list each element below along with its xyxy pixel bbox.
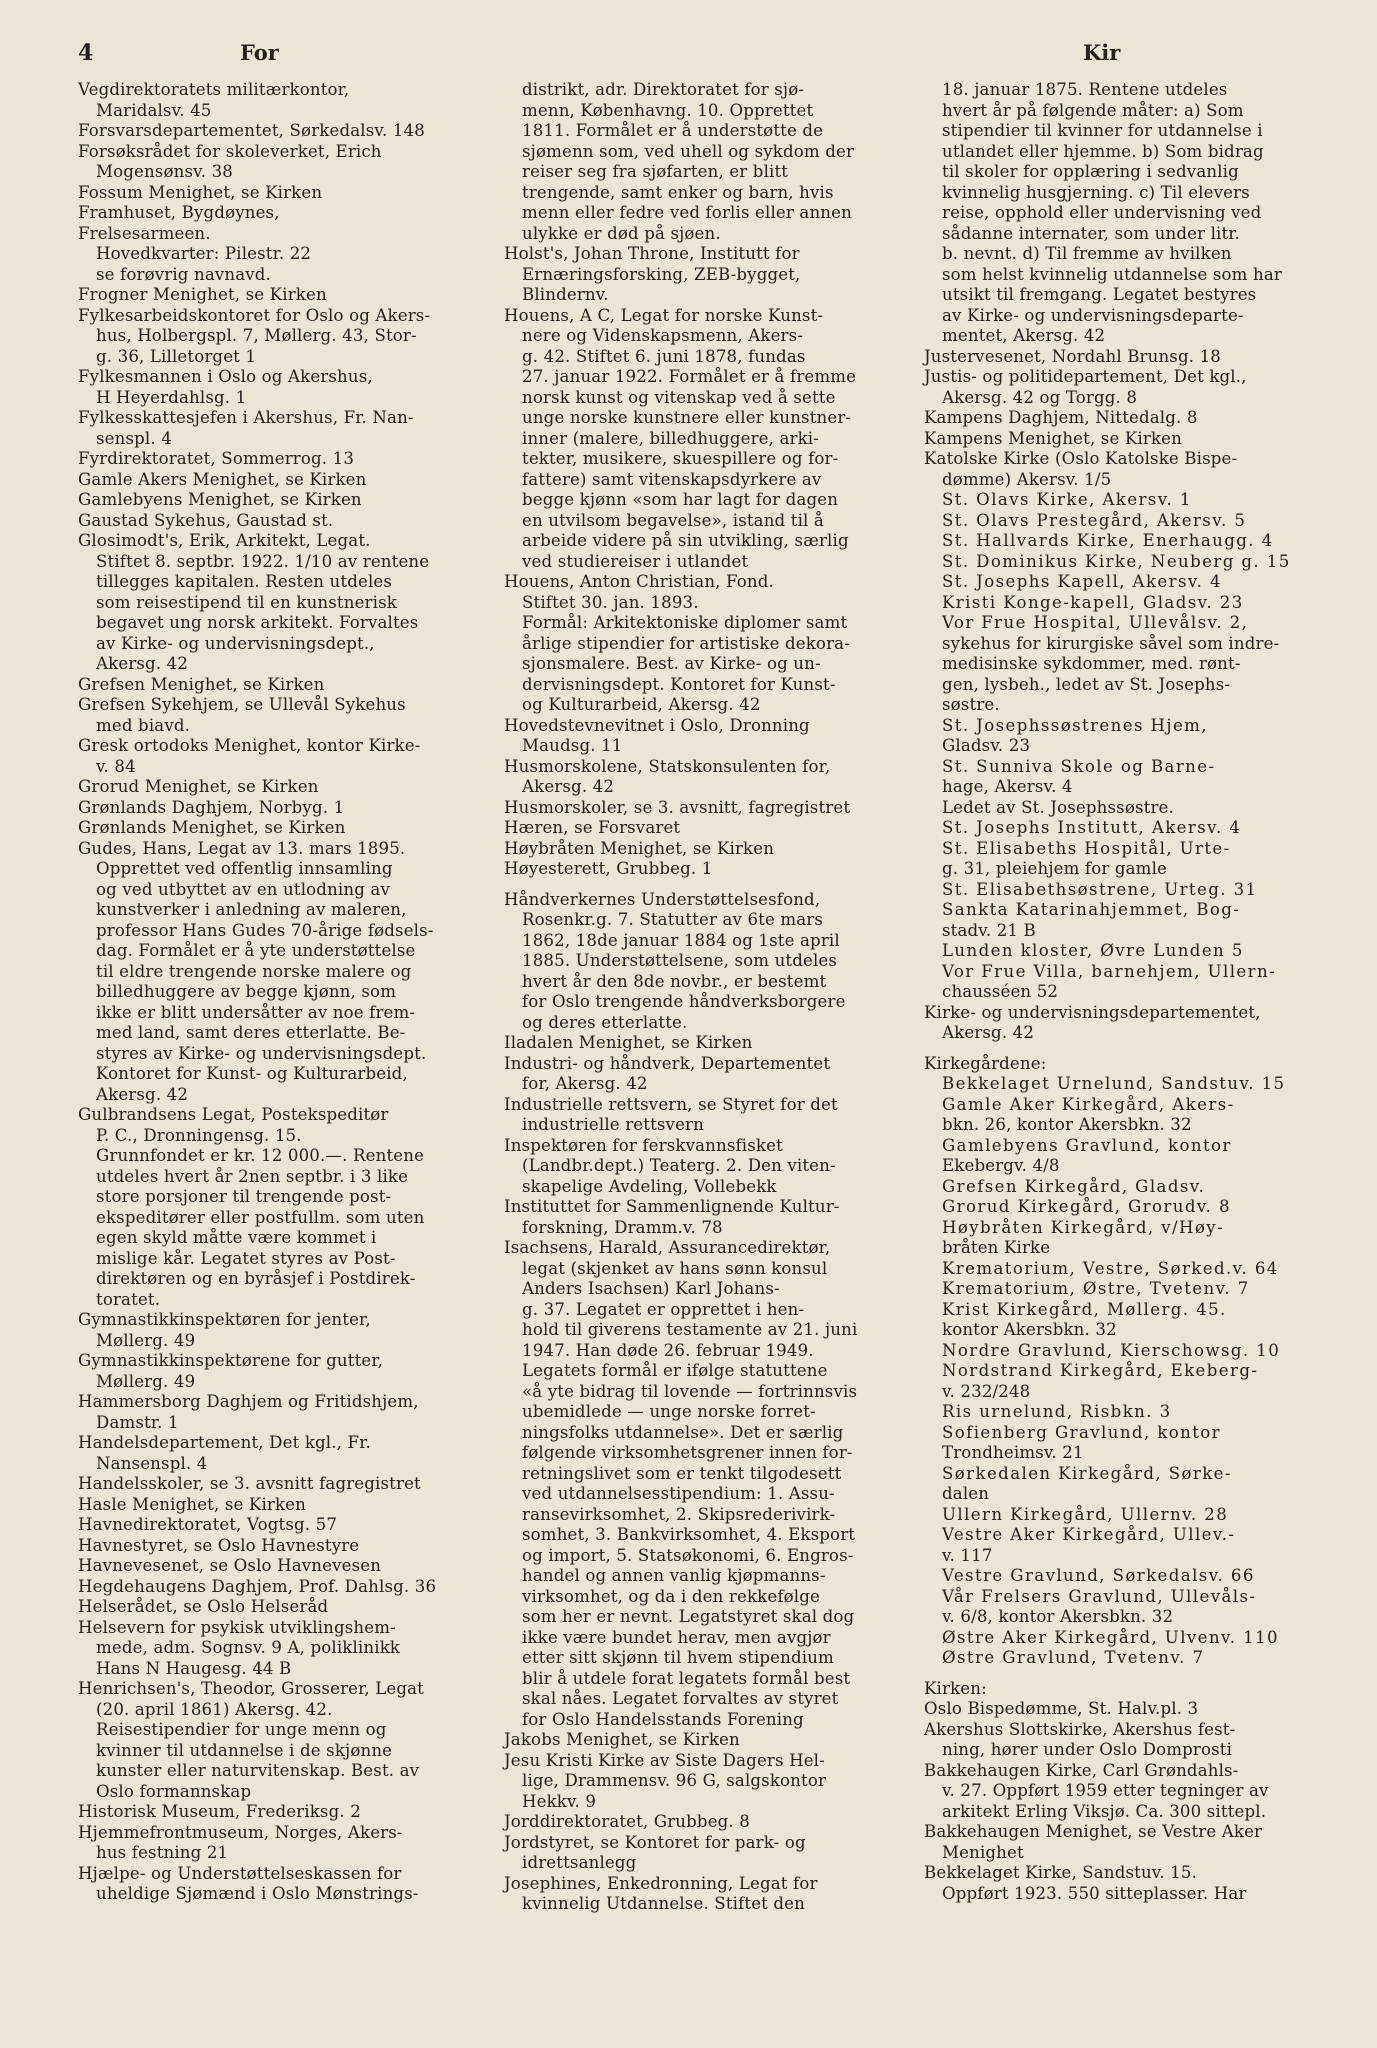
entry-continuation-line: Maudsg. 11 [522,736,623,755]
entry-continuation-line: Vor Frue Hospital, Ullevålsv. 2, [942,613,1249,632]
entry-continuation-line: Akersg. 42 [96,654,189,673]
entry-continuation-line: Grunnfondet er kr. 12 000.—. Rentene [96,1146,425,1165]
entry-continuation-line: som reisestipend til en kunstnerisk [96,592,397,612]
entry-continuation-line: av Kirke- og undervisningsdeparte- [942,305,1244,325]
entry-line: Frogner Menighet, se Kirken [78,285,327,304]
entry-continuation-line: St. Josephs Kapell, Akersv. 4 [942,572,1222,591]
entry-line: Kampens Daghjem, Nittedalg. 8 [924,408,1198,427]
entry-line: Industrielle rettsvern, se Styret for det [504,1094,838,1114]
entry-continuation-line: Lunden kloster, Øvre Lunden 5 [942,941,1244,960]
entry-continuation-line: hvert år på følgende måter: a) Som [942,100,1244,120]
entry-continuation-line: St. Josephs Institutt, Akersv. 4 [942,818,1242,837]
entry-continuation-line: norsk kunst og vitenskap ved å sette [522,387,836,407]
entry-continuation-line: menn, Københavng. 10. Opprettet [522,100,814,120]
entry-continuation-line: handel og annen vanlig kjøpmanns- [522,1566,826,1585]
entry-line: Instituttet for Sammenlignende Kultur- [504,1197,840,1216]
entry-continuation-line: 1885. Understøttelsene, som utdeles [522,951,838,970]
entry-continuation-line: b. nevnt. d) Til fremme av hvilken [942,244,1232,263]
entry-continuation-line: forskning, Dramm.v. 78 [522,1217,723,1237]
entry-continuation-line: Vor Frue Villa, barnehjem, Ullern- [942,961,1277,981]
entry-continuation-line: Grefsen Kirkegård, Gladsv. [942,1176,1206,1196]
entry-line: Grønlands Menighet, se Kirken [78,818,346,837]
entry-line: Iladalen Menighet, se Kirken [504,1033,753,1052]
entry-continuation-line: g. 36, Lilletorget 1 [96,346,257,366]
entry-continuation-line: Oslo formannskap [96,1781,252,1801]
entry-continuation-line: en utvilsom begavelse», istand til å [522,510,824,530]
entry-continuation-line: St. Olavs Kirke, Akersv. 1 [942,490,1192,509]
entry-continuation-line: St. Elisabethsøstrene, Urteg. 31 [942,879,1258,899]
entry-line: Gamle Akers Menighet, se Kirken [78,469,367,489]
entry-line: Frelsesarmeen. [78,223,211,243]
entry-line: Jordstyret, se Kontoret for park- og [504,1832,806,1852]
entry-line: Fylkesskattesjefen i Akershus, Fr. Nan- [78,408,414,427]
entry-line: Kirken: [924,1678,987,1698]
entry-line: Hovedstevnevitnet i Oslo, Dronning [504,715,810,735]
entry-continuation-line: Menighet [942,1842,1024,1862]
entry-line: Grorud Menighet, se Kirken [78,777,319,796]
entry-continuation-line: bkn. 26, kontor Akersbkn. 32 [942,1115,1192,1134]
entry-continuation-line: billedhuggere av begge kjønn, som [96,982,397,1001]
entry-continuation-line: g. 31, pleiehjem for gamle [942,859,1167,878]
entry-line: Bekkelaget Kirke, Sandstuv. 15. [924,1863,1198,1882]
entry-continuation-line: Østre Aker Kirkegård, Ulvenv. 110 [942,1627,1280,1647]
entry-line: Justervesenet, Nordahl Brunsg. 18 [924,346,1222,366]
entry-continuation-line: (20. april 1861) Akersg. 42. [96,1699,333,1719]
entry-continuation-line: somhet, 3. Bankvirksomhet, 4. Eksport [522,1525,856,1544]
entry-line: Hammersborg Daghjem og Fritidshjem, [78,1392,419,1411]
entry-continuation-line: ning, hører under Oslo Domprosti [942,1740,1233,1759]
entry-continuation-line: og deres etterlatte. [522,1012,688,1032]
entry-continuation-line: Vestre Aker Kirkegård, Ullev.- [942,1525,1236,1544]
entry-continuation-line: Krematorium, Vestre, Sørked.v. 64 [942,1258,1279,1278]
entry-continuation-line: dervisningsdept. Kontoret for Kunst- [522,674,836,694]
entry-continuation-line: trengende, samt enker og barn, hvis [522,182,834,202]
entry-continuation-line: uheldige Sjømænd i Oslo Mønstrings- [96,1884,419,1903]
entry-continuation-line: distrikt, adr. Direktoratet for sjø- [522,80,805,99]
entry-continuation-line: St. Josephssøstrenes Hjem, [942,715,1208,735]
entry-continuation-line: kontor Akersbkn. 32 [942,1320,1117,1339]
entry-continuation-line: Kontoret for Kunst- og Kulturarbeid, [96,1064,408,1083]
entry-continuation-line: v. 84 [96,756,136,776]
entry-continuation-line: Gamle Aker Kirkegård, Akers- [942,1094,1235,1114]
entry-continuation-line: som helst kvinnelig utdannelse som har [942,264,1282,284]
entry-line: Akershus Slottskirke, Akershus fest- [924,1719,1236,1739]
entry-continuation-line: Maridalsv. 45 [96,100,212,120]
column-1 [78,80,498,1905]
entry-continuation-line: hus, Holbergspl. 7, Møllerg. 43, Stor- [96,326,417,345]
entry-line: Havnevesenet, se Oslo Havnevesen [78,1556,382,1575]
entry-continuation-line: Trondheimsv. 21 [942,1443,1084,1462]
entry-continuation-line: Sørkedalen Kirkegård, Sørke- [942,1463,1232,1483]
entry-continuation-line: mislige kår. Legatet styres av Post- [96,1248,396,1268]
entry-continuation-line: stadv. 21 B [942,920,1036,940]
entry-continuation-line: av Kirke- og undervisningsdept., [96,633,375,653]
entry-continuation-line: Ledet av St. Josephssøstre. [942,797,1174,817]
entry-continuation-line: St. Elisabeths Hospitål, Urte- [942,838,1231,858]
entry-line: Katolske Kirke (Oslo Katolske Bispe- [924,449,1238,468]
entry-continuation-line: dalen [942,1484,990,1503]
entry-line: Høyesterett, Grubbeg. 1 [504,859,713,878]
entry-continuation-line: Nordre Gravlund, Kierschowsg. 10 [942,1340,1281,1360]
entry-continuation-line: stipendier til kvinner for utdannelse i [942,121,1263,140]
entry-continuation-line: egen skyld måtte være kommet i [96,1228,377,1247]
entry-continuation-line: Østre Gravlund, Tvetenv. 7 [942,1648,1205,1667]
entry-line: Gresk ortodoks Menighet, kontor Kirke- [78,736,421,755]
entry-continuation-line: unge norske kunstnere eller kunstner- [522,408,852,427]
entry-line: Justis- og politidepartement, Det kgl., [924,367,1247,386]
entry-line: Hegdehaugens Daghjem, Prof. Dahlsg. 36 [78,1576,437,1596]
entry-continuation-line: Stiftet 8. septbr. 1922. 1/10 av rentene [96,551,430,571]
entry-continuation-line: idrettsanlegg [522,1853,637,1872]
entry-line: Helserådet, se Oslo Helseråd [78,1597,329,1616]
entry-line: Houens, Anton Christian, Fond. [504,572,774,591]
entry-continuation-line: Blindernv. [522,285,609,304]
entry-continuation-line: arbeide videre på sin utvikling, særlig [522,531,849,550]
entry-line: Houens, A C, Legat for norske Kunst- [504,305,824,325]
entry-line: Vegdirektoratets militærkontor, [78,80,350,99]
entry-continuation-line: Oppført 1923. 550 sitteplasser. Har [942,1883,1247,1903]
entry-continuation-line: 18. januar 1875. Rentene utdeles [942,80,1228,99]
entry-continuation-line: Stiftet 30. jan. 1893. [522,592,699,612]
entry-continuation-line: Bekkelaget Urnelund, Sandstuv. 15 [942,1074,1286,1093]
entry-continuation-line: utsikt til fremgang. Legatet bestyres [942,285,1257,304]
entry-continuation-line: skapelige Avdeling, Vollebekk [522,1176,777,1196]
entry-continuation-line: ubemidlede — unge norske forret- [522,1402,816,1421]
entry-continuation-line: v. 117 [942,1545,993,1565]
entry-continuation-line: begge kjønn «som har lagt for dagen [522,490,839,509]
entry-continuation-line: Krematorium, Østre, Tvetenv. 7 [942,1279,1250,1298]
entry-line: Bakkehaugen Kirke, Carl Grøndahls- [924,1760,1239,1780]
entry-continuation-line: ikke er blitt undersåtter av noe frem- [96,1002,416,1022]
column-3 [924,80,1296,1904]
running-header [0,40,1377,76]
entry-continuation-line: v. 27. Oppført 1959 etter tegninger av [942,1781,1269,1800]
entry-line: Handelsdepartement, Det kgl., Fr. [78,1433,371,1452]
entry-line: Glosimodt's, Erik, Arkitekt, Legat. [78,531,371,550]
entry-continuation-line: industrielle rettsvern [522,1115,704,1134]
entry-line: Fossum Menighet, se Kirken [78,182,323,202]
entry-continuation-line: nere og Videnskapsmenn, Akers- [522,326,804,345]
entry-continuation-line: hold til giverens testamente av 21. juni [522,1320,858,1339]
entry-continuation-line: P. C., Dronningensg. 15. [96,1125,302,1145]
page-number: 4 [78,40,94,66]
entry-continuation-line: for Oslo trengende håndverksborgere [522,992,846,1011]
entry-continuation-line: hvert år den 8de novbr., er bestemt [522,971,827,991]
entry-line: Hæren, se Forsvaret [504,818,681,837]
entry-continuation-line: Akersg. 42 [522,777,615,796]
entry-continuation-line: Anders Isachsen) Karl Johans- [522,1279,780,1298]
entry-line: Kirkegårdene: [924,1053,1047,1073]
entry-continuation-line: Damstr. 1 [96,1412,179,1432]
entry-line: Helsevern for psykisk utviklingshem- [78,1617,396,1637]
entry-line: Isachsens, Harald, Assurancedirektør, [504,1238,831,1257]
entry-continuation-line: Hekkv. 9 [522,1791,597,1811]
entry-line: Bakkehaugen Menighet, se Vestre Aker [924,1822,1263,1841]
entry-continuation-line: menn eller fedre ved forlis eller annen [522,203,852,222]
entry-line: Jakobs Menighet, se Kirken [504,1730,740,1749]
entry-continuation-line: Hans N Haugesg. 44 B [96,1658,292,1678]
entry-continuation-line: g. 42. Stiftet 6. juni 1878, fundas [522,346,806,366]
entry-line: Handelsskoler, se 3. avsnitt fagregistret [78,1474,421,1493]
entry-line: Oslo Bispedømme, St. Halv.pl. 3 [924,1699,1199,1718]
entry-continuation-line: senspl. 4 [96,428,172,448]
entry-continuation-line: tekter, musikere, skuespillere og for- [522,449,839,468]
entry-continuation-line: 1862, 18de januar 1884 og 1ste april [522,930,840,950]
entry-continuation-line: tillegges kapitalen. Resten utdeles [96,572,393,591]
entry-continuation-line: sjømenn som, ved uhell og sykdom der [522,141,855,161]
entry-continuation-line: «å yte bidrag til lovende — fortrinnsvis [522,1381,858,1401]
entry-line: Jorddirektoratet, Grubbeg. 8 [504,1812,750,1831]
entry-line: Gudes, Hans, Legat av 13. mars 1895. [78,838,406,858]
entry-continuation-line: Møllerg. 49 [96,1330,196,1350]
entry-continuation-line: dag. Formålet er å yte understøttelse [96,941,416,960]
entry-line: Grønlands Daghjem, Norbyg. 1 [78,797,345,817]
entry-continuation-line: som her er nevnt. Legatstyret skal dog [522,1607,855,1626]
entry-continuation-line: inner (malere, billedhuggere, arki- [522,428,820,448]
entry-line: Havnedirektoratet, Vogtsg. 57 [78,1515,338,1534]
entry-continuation-line: Nordstrand Kirkegård, Ekeberg- [942,1361,1259,1380]
entry-continuation-line: St. Dominikus Kirke, Neuberg g. 15 [942,551,1291,571]
entry-continuation-line: styres av Kirke- og undervisningsdept. [96,1043,427,1063]
entry-continuation-line: med biavd. [96,715,191,735]
entry-line: Industri- og håndverk, Departementet [504,1053,831,1073]
entry-continuation-line: retningslivet som er tenkt tilgodesett [522,1463,842,1483]
entry-continuation-line: St. Hallvards Kirke, Enerhaugg. 4 [942,531,1274,550]
entry-continuation-line: arkitekt Erling Viksjø. Ca. 300 sittepl. [942,1801,1267,1821]
entry-continuation-line: årlige stipendier for artistiske dekora- [522,633,850,653]
entry-continuation-line: 27. januar 1922. Formålet er å fremme [522,367,857,386]
entry-continuation-line: for, Akersg. 42 [522,1074,648,1093]
entry-continuation-line: dømme) Akersv. 1/5 [942,469,1112,489]
entry-continuation-line: Opprettet ved offentlig innsamling [96,859,393,878]
entry-continuation-line: Vår Frelsers Gravlund, Ullevåls- [942,1586,1257,1606]
entry-line: Husmorskolene, Statskonsulenten for, [504,756,831,776]
entry-continuation-line: mede, adm. Sognsv. 9 A, poliklinikk [96,1638,401,1657]
entry-line: Forsvarsdepartementet, Sørkedalsv. 148 [78,121,425,140]
entry-continuation-line: direktøren og en byråsjef i Postdirek- [96,1269,416,1288]
entry-continuation-line: følgende virksomhetsgrener innen for- [522,1443,853,1462]
entry-continuation-line: mentet, Akersg. 42 [942,326,1106,345]
entry-line: Gulbrandsens Legat, Postekspeditør [78,1105,389,1124]
entry-continuation-line: (Landbr.dept.) Teaterg. 2. Den viten- [522,1156,836,1175]
entry-continuation-line: bråten Kirke [942,1238,1051,1257]
entry-line: Gymnastikkinspektørene for gutter, [78,1351,384,1370]
entry-continuation-line: Akersg. 42 [942,1023,1035,1042]
entry-continuation-line: hus festning 21 [96,1843,229,1862]
entry-continuation-line: søstre. [942,695,1000,714]
entry-line: Historisk Museum, Frederiksg. 2 [78,1802,361,1821]
entry-line: Grefsen Menighet, se Kirken [78,674,325,694]
entry-continuation-line: etter sitt skjønn til hvem stipendium [522,1648,834,1667]
entry-continuation-line: store porsjoner til trengende post- [96,1187,392,1206]
entry-line: Havnestyret, se Oslo Havnestyre [78,1535,360,1555]
entry-continuation-line: v. 6/8, kontor Akersbkn. 32 [942,1607,1174,1626]
entry-line: Hjælpe- og Understøttelseskassen for [78,1863,402,1883]
entry-continuation-line: 1811. Formålet er å understøtte de [522,121,824,140]
entry-line: Fylkesarbeidskontoret for Oslo og Akers- [78,305,431,325]
entry-line: Gymnastikkinspektøren for jenter, [78,1310,371,1329]
entry-continuation-line: St. Sunniva Skole og Barne- [942,756,1216,776]
entry-line: Gamlebyens Menighet, se Kirken [78,490,362,509]
entry-continuation-line: Vestre Gravlund, Sørkedalsv. 66 [942,1566,1255,1585]
entry-continuation-line: Krist Kirkegård, Møllerg. 45. [942,1299,1227,1319]
entry-line: Håndverkernes Understøttelsesfond, [504,889,821,909]
entry-line: Gaustad Sykehus, Gaustad st. [78,510,334,530]
entry-continuation-line: og ved utbyttet av en utlodning av [96,879,390,899]
entry-continuation-line: utlandet eller hjemme. b) Som bidrag [942,141,1264,161]
entry-continuation-line: ved utdannelsesstipendium: 1. Assu- [522,1484,835,1503]
entry-continuation-line: Gladsv. 23 [942,736,1031,755]
entry-continuation-line: kunstverker i anledning av maleren, [96,900,407,919]
entry-continuation-line: og import, 5. Statsøkonomi, 6. Engros- [522,1545,854,1565]
entry-continuation-line: til skoler for opplæring i sedvanlig [942,162,1239,181]
entry-continuation-line: sjonsmalere. Best. av Kirke- og un- [522,654,821,673]
entry-continuation-line: Hovedkvarter: Pilestr. 22 [96,244,312,263]
entry-continuation-line: Høybråten Kirkegård, v/Høy- [942,1217,1225,1237]
entry-continuation-line: gen, lysbeh., ledet av St. Josephs- [942,674,1231,694]
entry-continuation-line: Ullern Kirkegård, Ullernv. 28 [942,1504,1229,1524]
entry-continuation-line: kunster eller naturvitenskap. Best. av [96,1761,420,1780]
entry-continuation-line: Mogensønsv. 38 [96,162,233,181]
entry-continuation-line: blir å utdele forat legatets formål best [522,1668,851,1688]
entry-continuation-line: kvinnelig husgjerning. c) Til elevers [942,182,1250,202]
entry-continuation-line: ekspeditører eller postfullm. som uten [96,1207,425,1227]
entry-continuation-line: sådanne internater, som under litr. [942,223,1240,243]
entry-line: Høybråten Menighet, se Kirken [504,838,775,858]
entry-continuation-line: skal nåes. Legatet forvaltes av styret [522,1689,839,1708]
entry-continuation-line: sykehus for kirurgiske såvel som indre- [942,633,1280,653]
entry-continuation-line: ved studiereiser i utlandet [522,551,749,571]
entry-continuation-line: Sankta Katarinahjemmet, Bog- [942,900,1241,919]
entry-continuation-line: Grorud Kirkegård, Grorudv. 8 [942,1197,1231,1216]
entry-continuation-line: kvinner til utdannelse i de skjønne [96,1740,393,1760]
entry-continuation-line: se forøvrig navnavd. [96,264,271,284]
entry-continuation-line: Ris urnelund, Risbkn. 3 [942,1402,1172,1421]
entry-continuation-line: reiser seg fra sjøfarten, er blitt [522,162,789,181]
entry-continuation-line: Reisestipendier for unge menn og [96,1720,387,1739]
entry-line: Grefsen Sykehjem, se Ullevål Sykehus [78,695,406,714]
entry-continuation-line: kvinnelig Utdannelse. Stiftet den [522,1894,805,1913]
entry-line: Fyrdirektoratet, Sommerrog. 13 [78,449,355,468]
entry-continuation-line: lige, Drammensv. 96 G, salgskontor [522,1771,827,1790]
entry-continuation-line: ulykke er død på sjøen. [522,223,721,243]
column-2 [504,80,872,1915]
entry-line: Fylkesmannen i Oslo og Akershus, [78,367,373,386]
entry-continuation-line: Nansenspl. 4 [96,1453,208,1473]
entry-continuation-line: Gamlebyens Gravlund, kontor [942,1135,1232,1155]
entry-continuation-line: for Oslo Handelsstands Forening [522,1709,804,1729]
entry-continuation-line: Møllerg. 49 [96,1371,196,1391]
entry-line: Hjemmefrontmuseum, Norges, Akers- [78,1822,403,1842]
entry-continuation-line: Legatets formål er ifølge statuttene [522,1361,828,1380]
entry-continuation-line: Formål: Arkitektoniske diplomer samt [522,613,848,632]
entry-continuation-line: v. 232/248 [942,1381,1031,1401]
entry-continuation-line: fattere) samt vitenskapsdyrkere av [522,469,822,489]
entry-continuation-line: Sofienberg Gravlund, kontor [942,1422,1222,1442]
entry-line: Hasle Menighet, se Kirken [78,1494,306,1514]
entry-continuation-line: Kristi Konge-kapell, Gladsv. 23 [942,592,1244,612]
entry-line: Henrichsen's, Theodor, Grosserer, Legat [78,1679,424,1698]
entry-continuation-line: g. 37. Legatet er opprettet i hen- [522,1299,805,1319]
entry-continuation-line: utdeles hvert år 2nen septbr. i 3 like [96,1166,409,1186]
entry-continuation-line: Akersg. 42 og Torgg. 8 [942,387,1138,407]
entry-continuation-line: til eldre trengende norske malere og [96,961,412,981]
entry-continuation-line: Akersg. 42 [96,1084,189,1104]
entry-line: Inspektøren for ferskvannsfisket [504,1135,783,1155]
entry-continuation-line: medisinske sykdommer, med. rønt- [942,654,1241,673]
entry-continuation-line: ikke være bundet herav, men avgjør [522,1627,831,1647]
left-guide-word: For [240,40,279,65]
entry-continuation-line: ransevirksomhet, 2. Skipsrederivirk- [522,1504,836,1524]
entry-continuation-line: H Heyerdahlsg. 1 [96,387,247,407]
entry-line: Forsøksrådet for skoleverket, Erich [78,141,382,161]
entry-line: Husmorskoler, se 3. avsnitt, fagregistret [504,797,851,817]
entry-line: Holst's, Johan Throne, Institutt for [504,244,800,263]
entry-continuation-line: Rosenkr.g. 7. Statutter av 6te mars [522,910,824,929]
entry-continuation-line: St. Olavs Prestegård, Akersv. 5 [942,510,1247,530]
entry-continuation-line: professor Hans Gudes 70-årige fødsels- [96,920,434,940]
entry-continuation-line: med land, samt deres etterlatte. Be- [96,1023,406,1042]
right-guide-word: Kir [1083,40,1121,65]
entry-line: Kirke- og undervisningsdepartementet, [924,1002,1261,1022]
entry-continuation-line: og Kulturarbeid, Akersg. 42 [522,695,761,714]
entry-continuation-line: reise, opphold eller undervisning ved [942,203,1262,222]
entry-continuation-line: chausséen 52 [942,982,1059,1001]
entry-continuation-line: hage, Akersv. 4 [942,777,1073,796]
entry-continuation-line: 1947. Han døde 26. februar 1949. [522,1340,814,1360]
entry-line: Kampens Menighet, se Kirken [924,428,1182,448]
entry-continuation-line: begavet ung norsk arkitekt. Forvaltes [96,613,419,632]
entry-continuation-line: legat (skjenket av hans sønn konsul [522,1258,828,1278]
entry-line: Jesu Kristi Kirke av Siste Dagers Hel- [504,1750,825,1770]
entry-continuation-line: Ekebergv. 4/8 [942,1156,1060,1175]
entry-continuation-line: Ernæringsforsking, ZEB-bygget, [522,264,801,284]
entry-line: Framhuset, Bygdøynes, [78,203,280,222]
entry-line: Josephines, Enkedronning, Legat for [504,1873,818,1893]
entry-continuation-line: toratet. [96,1289,161,1309]
entry-continuation-line: ningsfolks utdannelse». Det er særlig [522,1422,844,1442]
entry-continuation-line: virksomhet, og da i den rekkefølge [522,1586,820,1606]
